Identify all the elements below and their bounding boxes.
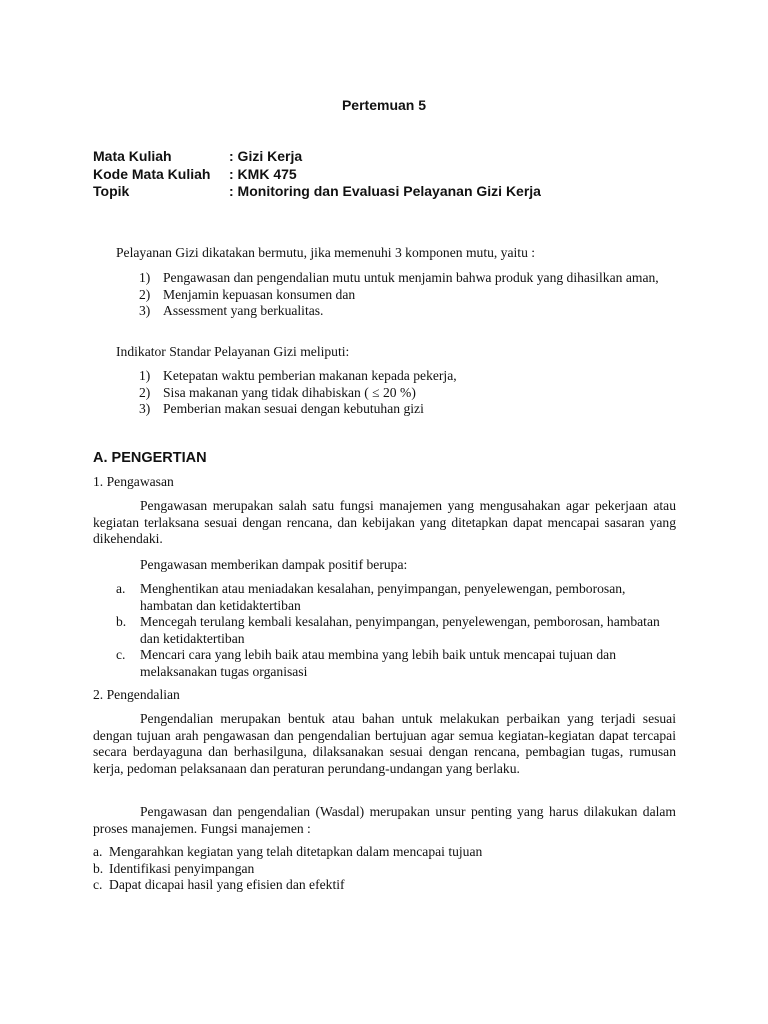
list-letter: c.	[93, 877, 103, 893]
list-item	[116, 614, 676, 647]
quality-components-list	[139, 270, 659, 320]
list-text: Menghentikan atau meniadakan kesalahan, penyimpangan, penyelewengan, pemborosan, hambatan dan ketidaktertiban	[140, 581, 626, 613]
subsection-heading: 2. Pengendalian	[93, 687, 180, 702]
course-meta	[93, 148, 541, 201]
list-text: Sisa makanan yang tidak dihabiskan ( ≤ 20 %)	[163, 384, 416, 400]
list-text: Pengawasan dan pengendalian mutu untuk menjamin bahwa produk yang dihasilkan aman,	[163, 270, 659, 285]
list-item	[93, 877, 676, 894]
meta-row-code	[93, 166, 541, 184]
list-item	[93, 844, 676, 861]
list-item	[139, 385, 659, 402]
management-function-list	[93, 844, 676, 894]
meta-row-course	[93, 148, 541, 166]
list-number: 3)	[139, 401, 151, 417]
list-text: Mengarahkan kegiatan yang telah ditetapkan dalam mencapai tujuan	[109, 844, 483, 859]
list-number: 3)	[139, 303, 151, 319]
list-letter: c.	[116, 647, 126, 663]
list-text: Mencari cara yang lebih baik atau membina yang lebih baik untuk mencapai tujuan dan melaksanakan tugas organisasi	[140, 647, 616, 679]
list-text: Dapat dicapai hasil yang efisien dan efektif	[109, 877, 345, 893]
meta-value: : Monitoring dan Evaluasi Pelayanan Gizi Kerja	[229, 183, 541, 199]
list-item	[116, 581, 676, 614]
list-number: 2)	[139, 286, 151, 302]
section-heading: A. PENGERTIAN	[93, 450, 207, 466]
list-text: Assessment yang berkualitas.	[163, 303, 324, 319]
meta-value: : Gizi Kerja	[229, 148, 303, 164]
list-text: Mencegah terulang kembali kesalahan, penyimpangan, penyelewengan, pemborosan, hambatan dan ketidaktertiban	[140, 614, 660, 646]
meta-value: : KMK 475	[229, 165, 297, 182]
subsection-heading: 1. Pengawasan	[93, 474, 174, 489]
list-item	[139, 270, 659, 287]
meta-label: Kode Mata Kuliah	[93, 165, 211, 182]
list-item	[139, 303, 659, 320]
list-item	[139, 287, 659, 304]
list-text: Ketepatan waktu pemberian makanan kepada pekerja,	[163, 368, 457, 383]
list-item	[93, 861, 676, 878]
indicator-text: Indikator Standar Pelayanan Gizi meliputi:	[116, 344, 350, 359]
meta-label: Topik	[93, 183, 130, 199]
page-title: Pertemuan 5	[341, 97, 427, 113]
impact-list	[116, 581, 676, 681]
paragraph: Pengendalian merupakan bentuk atau bahan untuk melakukan perbaikan yang terjadi sesuai dengan tujuan arah pengawasan dan pengendalian bertujuan agar semua kegiatan-kegiatan dapat tercapai secara berdayaguna dan berhasilguna, dilaksanakan sesuai dengan rencana, pembagian tugas, rumusan kerja, pedoman pelaksanaan dan peraturan perundang-undangan yang berlaku.	[93, 711, 676, 776]
intro-text: Pelayanan Gizi dikatakan bermutu, jika memenuhi 3 komponen mutu, yaitu :	[116, 245, 536, 260]
list-letter: b.	[116, 614, 127, 630]
paragraph: Pengawasan memberikan dampak positif berupa:	[140, 557, 408, 572]
list-item	[139, 401, 659, 418]
list-letter: b.	[93, 860, 104, 876]
meta-row-topic	[93, 183, 541, 201]
paragraph: Pengawasan merupakan salah satu fungsi manajemen yang mengusahakan agar pekerjaan atau kegiatan terlaksana sesuai dengan rencana, dan kebijakan yang ditetapkan dapat mencapai sasaran yang dikehendaki.	[93, 498, 676, 547]
list-text: Pemberian makan sesuai dengan kebutuhan gizi	[163, 401, 424, 417]
list-letter: a.	[116, 581, 126, 596]
list-number: 1)	[139, 270, 151, 285]
list-number: 1)	[139, 368, 151, 383]
meta-label: Mata Kuliah	[93, 148, 172, 164]
list-letter: a.	[93, 844, 103, 859]
list-number: 2)	[139, 384, 151, 400]
list-text: Menjamin kepuasan konsumen dan	[163, 286, 356, 302]
indicator-list	[139, 368, 659, 418]
paragraph: Pengawasan dan pengendalian (Wasdal) merupakan unsur penting yang harus dilakukan dalam proses manajemen. Fungsi manajemen :	[93, 804, 676, 836]
list-text: Identifikasi penyimpangan	[109, 860, 255, 876]
list-item	[116, 647, 676, 680]
list-item	[139, 368, 659, 385]
